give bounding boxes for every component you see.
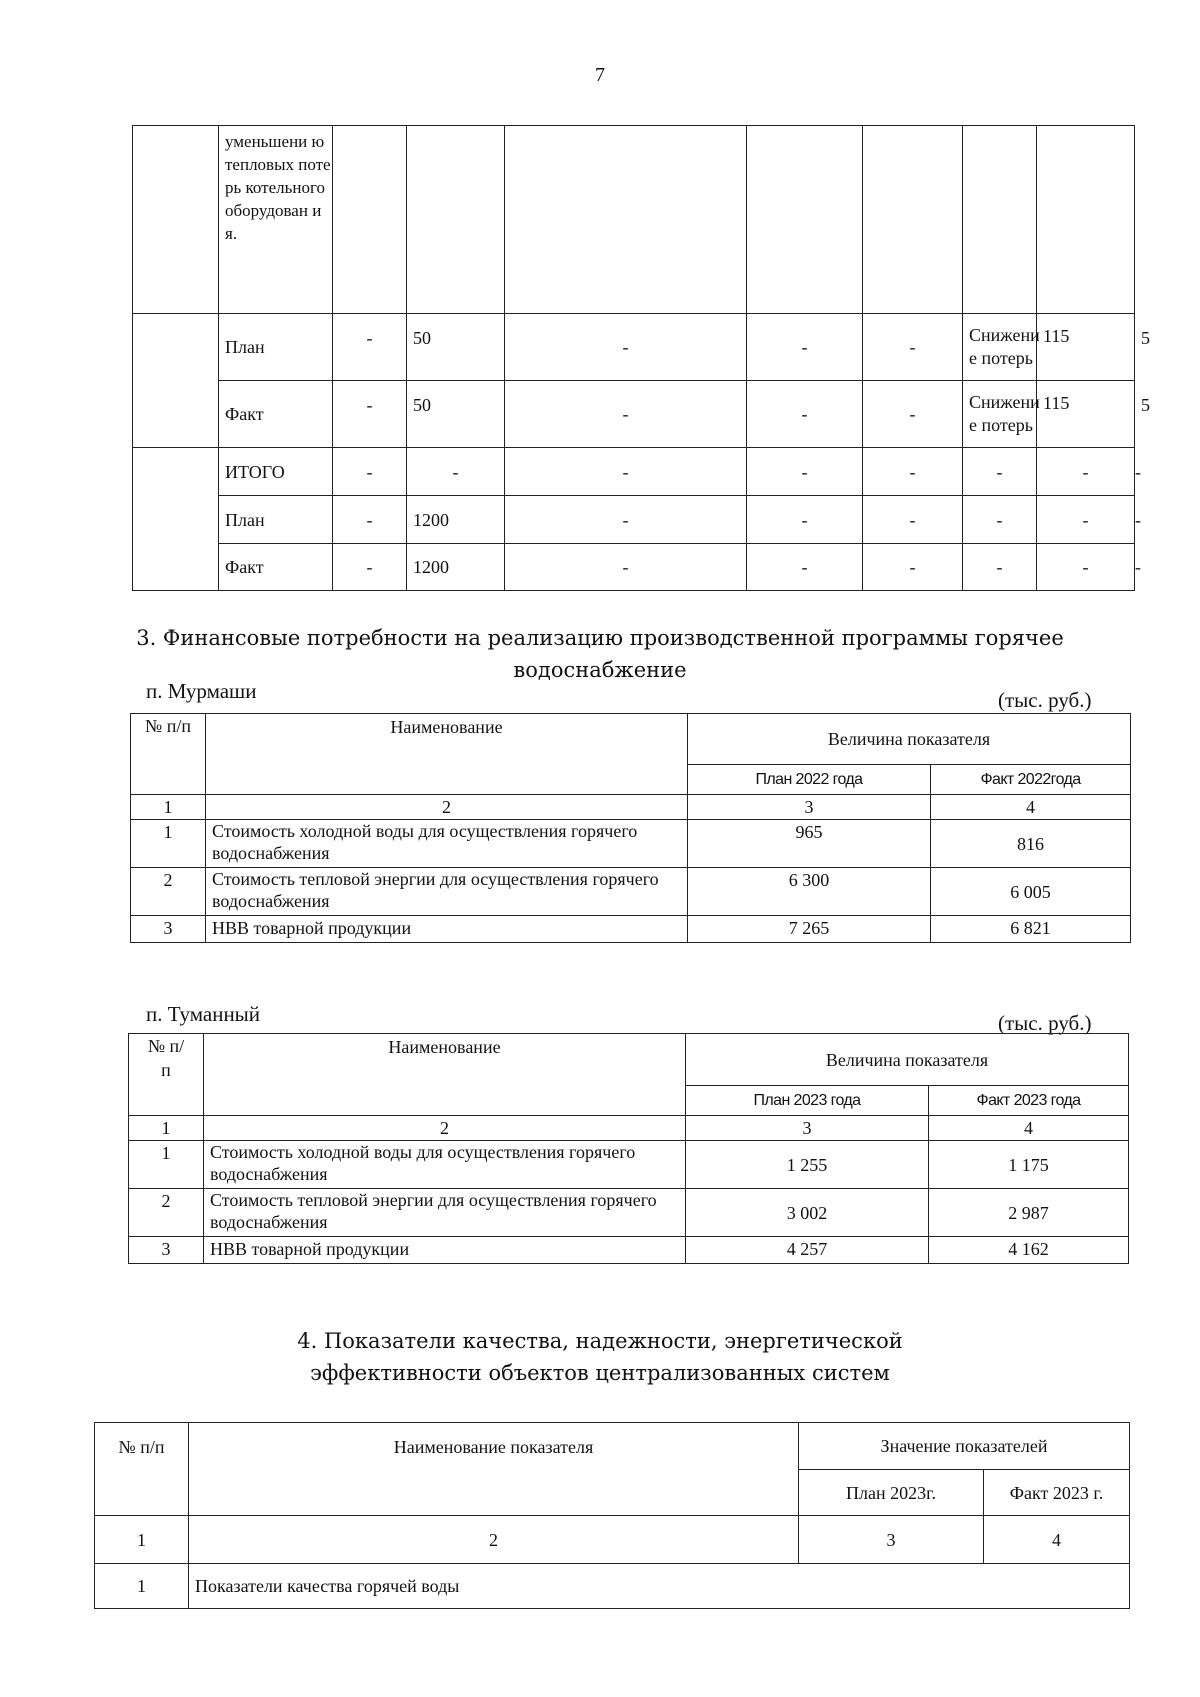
table-row: План - 1200 - - - - - -: [133, 496, 1135, 544]
table-row: Факт - 1200 - - - - - -: [133, 544, 1135, 591]
blank-cell: [133, 126, 219, 314]
col-header-fact: Факт 2022года: [931, 765, 1131, 795]
col-header-name: Наименование: [206, 714, 688, 795]
table-row: 2 Стоимость тепловой энергии для осуществления горячего водоснабжения 3 002 2 987: [129, 1189, 1129, 1237]
finance-table-murmashi: [130, 713, 1131, 943]
unit-label-tumanny: (тыс. руб.): [998, 1011, 1092, 1035]
section-3-title-line1: 3. Финансовые потребности на реализацию производственной программы горячее: [136, 626, 1064, 650]
table-row: План - 50 - - - Снижени е потерь 115 5: [133, 314, 1135, 381]
table-row: 2 Стоимость тепловой энергии для осуществления горячего водоснабжения 6 300 6 005: [131, 868, 1131, 916]
col-header-fact: Факт 2023 г.: [984, 1470, 1130, 1516]
table-row: 3 НВВ товарной продукции 4 257 4 162: [129, 1237, 1129, 1264]
col-header-value: Величина показателя: [688, 714, 1131, 765]
activity-table: [132, 125, 1150, 591]
col-header-name: Наименование: [204, 1034, 686, 1116]
row-label: Факт: [219, 544, 333, 591]
col-header-value: Значение показателей: [799, 1423, 1130, 1470]
col-header-num: № п/п: [129, 1034, 204, 1116]
section-4-title-line1: 4. Показатели качества, надежности, энергетической: [297, 1329, 903, 1353]
col-header-name: Наименование показателя: [189, 1423, 799, 1516]
index-row: 1 2 3 4: [129, 1116, 1129, 1141]
row-label: План: [219, 314, 333, 381]
page-number: 7: [595, 64, 605, 86]
row-label: Факт: [219, 381, 333, 448]
col-header-plan: План 2022 года: [688, 765, 931, 795]
col-header-num: № п/п: [131, 714, 206, 795]
location-label-tumanny: п. Туманный: [146, 1002, 261, 1026]
table-row: 1 Стоимость холодной воды для осуществления горячего водоснабжения 1 255 1 175: [129, 1141, 1129, 1189]
quality-indicators-table: [94, 1422, 1130, 1609]
finance-table-tumanny: [128, 1033, 1129, 1264]
table-row: ИТОГО - - - - - - - -: [133, 448, 1135, 496]
table-row: 1 Стоимость холодной воды для осуществления горячего водоснабжения 965 816: [131, 820, 1131, 868]
section-3-title-line2: водоснабжение: [513, 658, 687, 682]
row-label: План: [219, 496, 333, 544]
table-row: 1 Показатели качества горячей воды: [95, 1564, 1130, 1609]
section-4-title: [0, 1325, 1200, 1389]
col-header-value: Величина показателя: [686, 1034, 1129, 1086]
section-3-title: [0, 622, 1200, 686]
location-label-murmashi: п. Мурмаши: [146, 679, 257, 703]
col-header-plan: План 2023 года: [686, 1086, 929, 1116]
activity-description: уменьшени ю тепловых потерь котельного оборудован ия.: [219, 126, 333, 314]
table-row: Факт - 50 - - - Снижени е потерь 115 5: [133, 381, 1135, 448]
unit-label-murmashi: (тыс. руб.): [998, 688, 1092, 712]
index-row: 1 2 3 4: [95, 1516, 1130, 1564]
col-header-fact: Факт 2023 года: [929, 1086, 1129, 1116]
table-row: [133, 126, 1135, 314]
table-row: 3 НВВ товарной продукции 7 265 6 821: [131, 916, 1131, 943]
index-row: 1 2 3 4: [131, 795, 1131, 820]
section-4-title-line2: эффективности объектов централизованных систем: [310, 1361, 890, 1385]
col-header-plan: План 2023г.: [799, 1470, 984, 1516]
row-label: ИТОГО: [219, 448, 333, 496]
col-header-num: № п/п: [95, 1423, 189, 1516]
